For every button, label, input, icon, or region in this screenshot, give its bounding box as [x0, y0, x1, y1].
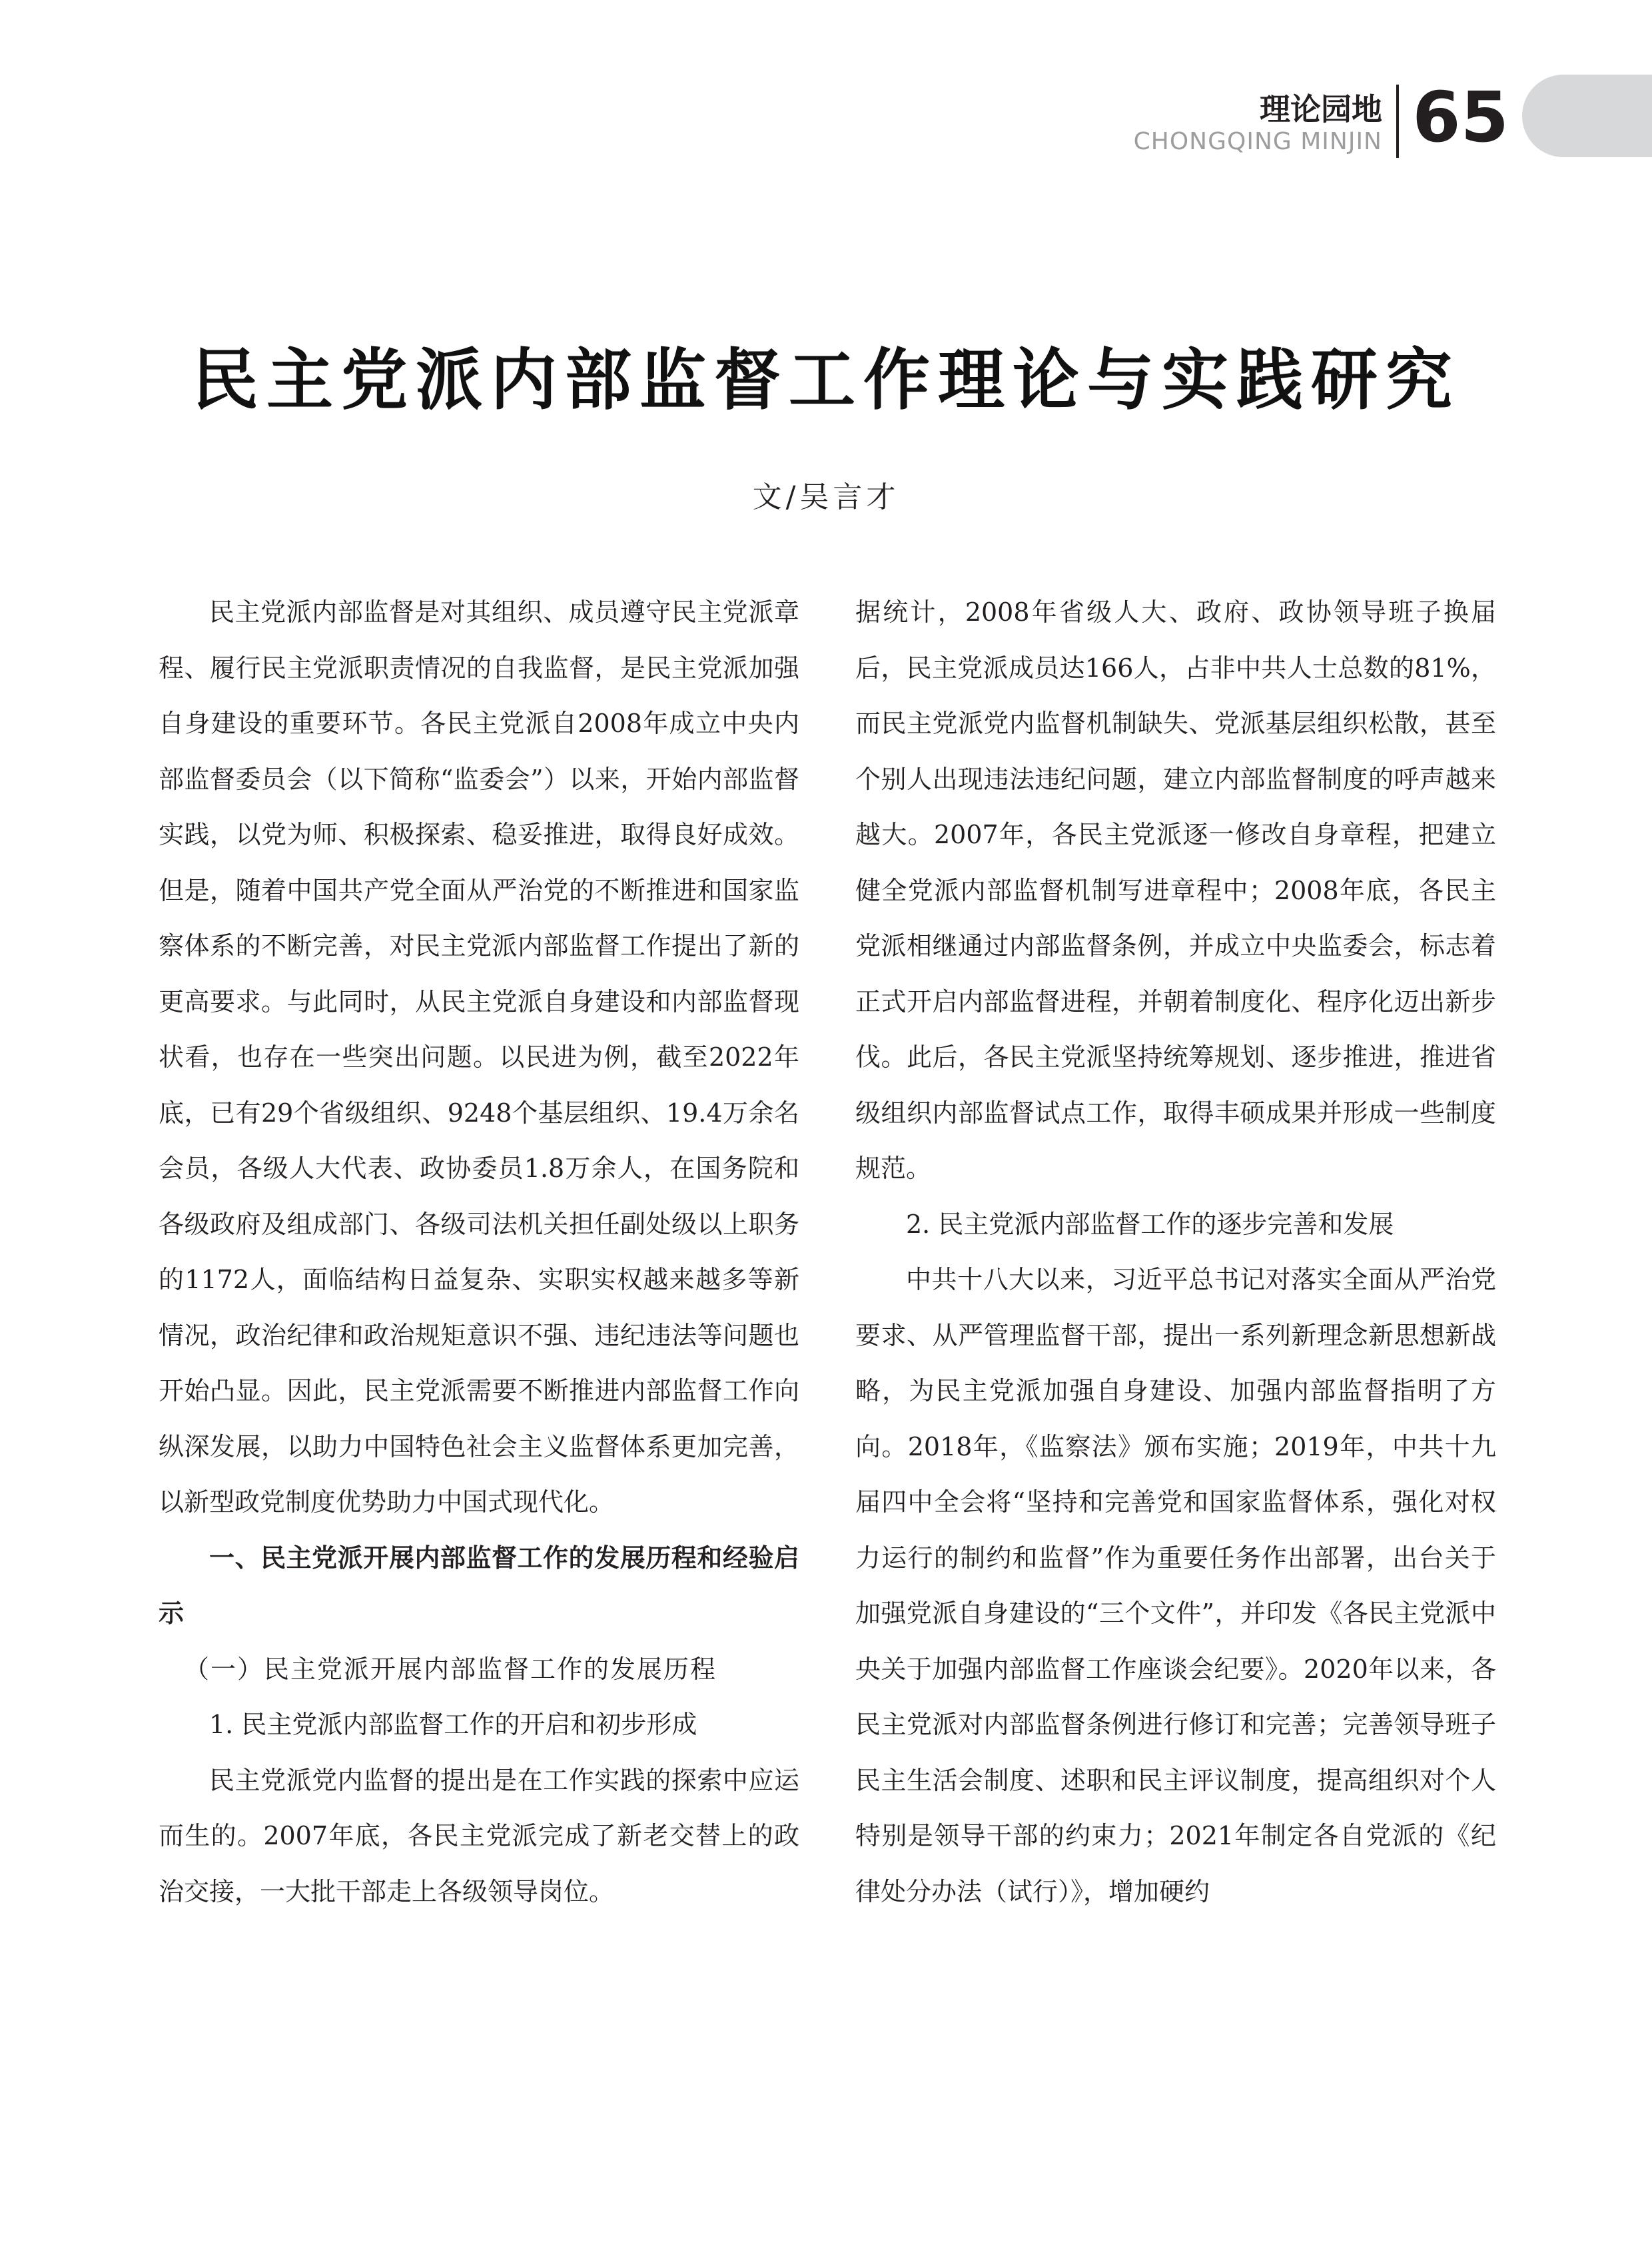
article-byline: 文/吴言才 [752, 480, 900, 514]
header-divider [1396, 85, 1399, 158]
section-title: 理论园地 [1260, 91, 1382, 127]
numbered-heading: 1. 民主党派内部监督工作的开启和初步形成 [209, 1710, 697, 1739]
right-column [855, 585, 1496, 1920]
page-number: 65 [1412, 77, 1509, 158]
section-subtitle: CHONGQING MINJIN [1133, 128, 1382, 155]
page-tab-decoration [1522, 75, 1652, 157]
numbered-heading: 2. 民主党派内部监督工作的逐步完善和发展 [906, 1209, 1394, 1239]
paragraph: 据统计，2008年省级人大、政府、政协领导班子换届后，民主党派成员达166人，占非中共人士总数的81%，而民主党派党内监督机制缺失、党派基层组织松散，甚至个别人出现违法违纪问题，建立内部监督制度的呼声越来越大。2007年，各民主党派逐一修改自身章程，把建立健全党派内部监督机制写进章程中；2008年底，各民主党派相继通过内部监督条例，并成立中央监委会，标志着正式开启内部监督进程，并朝着制度化、程序化迈出新步伐。此后，各民主党派坚持统筹规划、逐步推进，推进省级组织内部监督试点工作，取得丰硕成果并形成一些制度规范。 [855, 597, 1496, 1183]
paragraph: 民主党派内部监督是对其组织、成员遵守民主党派章程、履行民主党派职责情况的自我监督，是民主党派加强自身建设的重要环节。各民主党派自2008年成立中央内部监督委员会（以下简称“监委会”）以来，开始内部监督实践，以党为师、积极探索、稳妥推进，取得良好成效。但是，随着中国共产党全面从严治党的不断推进和国家监察体系的不断完善，对民主党派内部监督工作提出了新的更高要求。与此同时，从民主党派自身建设和内部监督现状看，也存在一些突出问题。以民进为例，截至2022年底，已有29个省级组织、9248个基层组织、19.4万余名会员，各级人大代表、政协委员1.8万余人，在国务院和各级政府及组成部门、各级司法机关担任副处级以上职务的1172人，面临结构日益复杂、实职实权越来越多等新情况，政治纪律和政治规矩意识不强、违纪违法等问题也开始凸显。因此，民主党派需要不断推进内部监督工作向纵深发展，以助力中国特色社会主义监督体系更加完善，以新型政党制度优势助力中国式现代化。 [159, 597, 799, 1517]
paragraph: 中共十八大以来，习近平总书记对落实全面从严治党要求、从严管理监督干部，提出一系列新理念新思想新战略，为民主党派加强自身建设、加强内部监督指明了方向。2018年，《监察法》颁布实施；2019年，中共十九届四中全会将“坚持和完善党和国家监督体系，强化对权力运行的制约和监督”作为重要任务作出部署，出台关于加强党派自身建设的“三个文件”，并印发《各民主党派中央关于加强内部监督工作座谈会纪要》。2020年以来，各民主党派对内部监督条例进行修订和完善；完善领导班子民主生活会制度、述职和民主评议制度，提高组织对个人特别是领导干部的约束力；2021年制定各自党派的《纪律处分办法（试行）》，增加硬约 [855, 1265, 1496, 1906]
subsection-heading: （一）民主党派开展内部监督工作的发展历程 [184, 1654, 717, 1684]
left-column [159, 585, 799, 1920]
article-title: 民主党派内部监督工作理论与实践研究 [192, 341, 1460, 419]
section-heading: 一、民主党派开展内部监督工作的发展历程和经验启示 [159, 1543, 799, 1628]
paragraph: 民主党派党内监督的提出是在工作实践的探索中应运而生的。2007年底，各民主党派完成了新老交替上的政治交接，一大批干部走上各级领导岗位。 [159, 1765, 799, 1906]
